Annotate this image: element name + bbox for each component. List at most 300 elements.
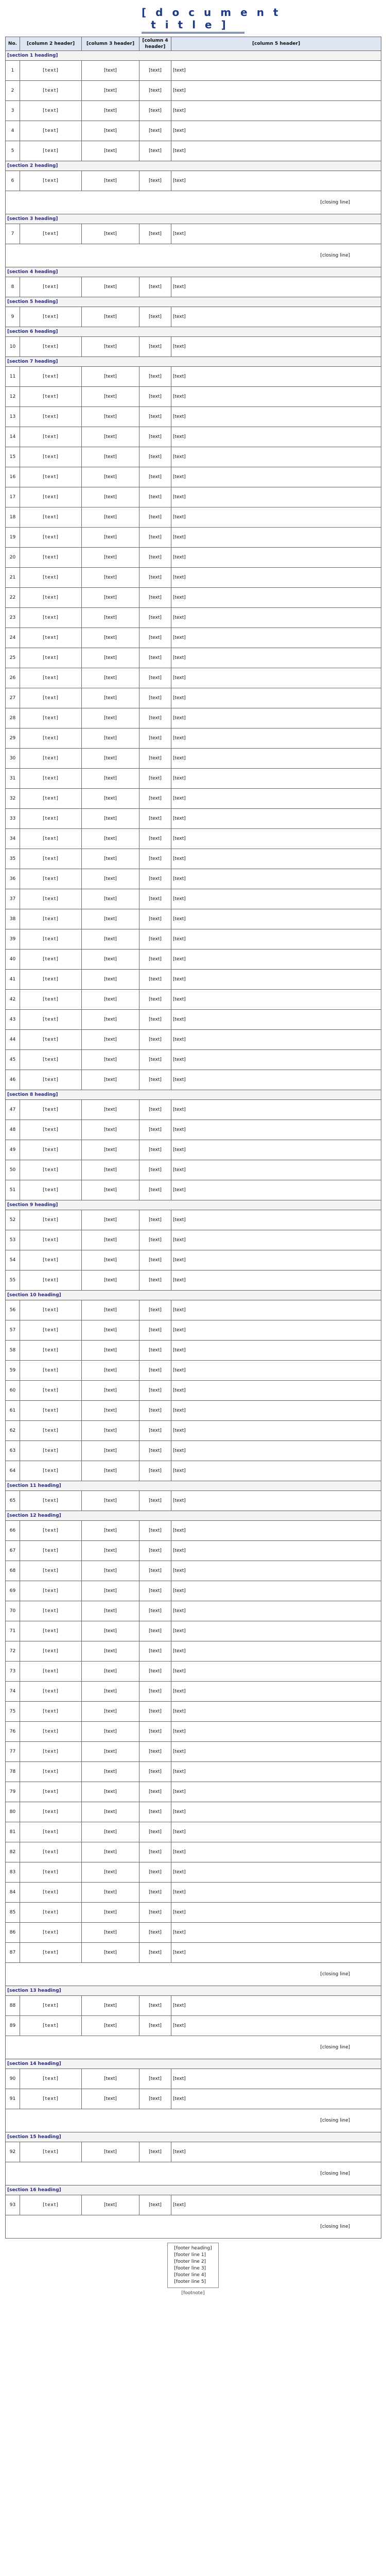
section-heading-row [6,1090,381,1100]
row-name: [text] [139,809,171,829]
row-name: [text] [139,990,171,1010]
row-number: 43 [6,1010,20,1030]
row-org: [text] [20,1842,82,1862]
row-number: 2 [6,81,20,101]
row-org: [text] [20,1521,82,1541]
row-name: [text] [139,1491,171,1511]
section-heading-row [6,2059,381,2069]
row-note: [text] [171,2142,381,2162]
row-rank: [text] [82,829,139,849]
row-number: 33 [6,809,20,829]
table-row [6,1742,381,1762]
row-rank: [text] [82,487,139,507]
row-note: [text] [171,1140,381,1160]
row-note: [text] [171,1270,381,1291]
row-note: [text] [171,769,381,789]
row-note: [text] [171,224,381,244]
row-number: 9 [6,307,20,327]
row-number: 69 [6,1581,20,1601]
row-note: [text] [171,628,381,648]
table-row [6,970,381,990]
table-row [6,2089,381,2109]
row-note: [text] [171,1702,381,1722]
row-name: [text] [139,708,171,728]
section-heading: [section 9 heading] [6,1200,381,1210]
row-org: [text] [20,1782,82,1802]
row-org: [text] [20,427,82,447]
table-row [6,769,381,789]
row-name: [text] [139,81,171,101]
row-note: [text] [171,668,381,688]
table-row [6,1441,381,1461]
row-name: [text] [139,1923,171,1943]
row-org: [text] [20,1180,82,1200]
row-rank: [text] [82,769,139,789]
row-note: [text] [171,648,381,668]
table-row [6,1230,381,1250]
row-name: [text] [139,648,171,668]
row-org: [text] [20,1441,82,1461]
row-note: [text] [171,387,381,407]
row-org: [text] [20,277,82,297]
row-name: [text] [139,1782,171,1802]
table-row [6,1140,381,1160]
row-number: 66 [6,1521,20,1541]
row-number: 46 [6,1070,20,1090]
section-heading-row [6,2132,381,2142]
section-heading-row [6,1291,381,1300]
document-title: [document title] [142,6,244,33]
row-note: [text] [171,427,381,447]
row-org: [text] [20,1010,82,1030]
row-number: 73 [6,1662,20,1682]
row-name: [text] [139,1461,171,1481]
row-org: [text] [20,171,82,191]
row-rank: [text] [82,1802,139,1822]
row-org: [text] [20,528,82,548]
row-org: [text] [20,141,82,161]
row-note: [text] [171,1180,381,1200]
row-name: [text] [139,1742,171,1762]
row-org: [text] [20,749,82,769]
row-name: [text] [139,1300,171,1320]
row-note: [text] [171,588,381,608]
row-number: 83 [6,1862,20,1883]
row-org: [text] [20,869,82,889]
row-org: [text] [20,121,82,141]
table-row [6,447,381,467]
row-number: 10 [6,337,20,357]
table-row [6,708,381,728]
row-note: [text] [171,171,381,191]
row-note: [text] [171,1361,381,1381]
section-heading: [section 3 heading] [6,214,381,224]
row-note: [text] [171,869,381,889]
row-number: 85 [6,1903,20,1923]
row-note: [text] [171,950,381,970]
row-name: [text] [139,407,171,427]
section-heading-row [6,2185,381,2195]
row-number: 45 [6,1050,20,1070]
row-rank: [text] [82,171,139,191]
row-rank: [text] [82,447,139,467]
row-note: [text] [171,1601,381,1621]
row-org: [text] [20,1210,82,1230]
row-number: 25 [6,648,20,668]
row-name: [text] [139,1943,171,1963]
table-row [6,1923,381,1943]
row-number: 88 [6,1996,20,2016]
row-rank: [text] [82,81,139,101]
row-name: [text] [139,668,171,688]
row-number: 13 [6,407,20,427]
table-row [6,1996,381,2016]
row-name: [text] [139,121,171,141]
row-rank: [text] [82,1742,139,1762]
row-name: [text] [139,507,171,528]
table-row [6,548,381,568]
row-note: [text] [171,407,381,427]
row-note: [text] [171,277,381,297]
row-note: [text] [171,889,381,909]
row-name: [text] [139,1180,171,1200]
row-org: [text] [20,1381,82,1401]
row-note: [text] [171,1250,381,1270]
row-rank: [text] [82,1822,139,1842]
row-number: 49 [6,1140,20,1160]
row-note: [text] [171,507,381,528]
row-number: 67 [6,1541,20,1561]
row-name: [text] [139,1641,171,1662]
row-note: [text] [171,970,381,990]
row-number: 6 [6,171,20,191]
table-row [6,829,381,849]
table-row [6,1762,381,1782]
row-rank: [text] [82,1461,139,1481]
table-row [6,1320,381,1341]
section-heading: [section 15 heading] [6,2132,381,2142]
row-note: [text] [171,367,381,387]
row-rank: [text] [82,1180,139,1200]
row-name: [text] [139,427,171,447]
row-rank: [text] [82,427,139,447]
column-header-4: [column 4 header] [139,37,171,51]
row-name: [text] [139,1341,171,1361]
row-number: 1 [6,61,20,81]
table-row [6,507,381,528]
row-number: 11 [6,367,20,387]
row-number: 5 [6,141,20,161]
row-note: [text] [171,1320,381,1341]
table-row [6,1822,381,1842]
row-note: [text] [171,1742,381,1762]
table-row [6,1883,381,1903]
row-org: [text] [20,1996,82,2016]
row-number: 75 [6,1702,20,1722]
row-rank: [text] [82,1923,139,1943]
table-row [6,1361,381,1381]
table-row [6,568,381,588]
row-rank: [text] [82,608,139,628]
table-row [6,1461,381,1481]
row-name: [text] [139,277,171,297]
row-name: [text] [139,1230,171,1250]
roster-body [6,51,381,2239]
row-name: [text] [139,2069,171,2089]
row-org: [text] [20,1822,82,1842]
row-rank: [text] [82,277,139,297]
table-row [6,1601,381,1621]
row-number: 84 [6,1883,20,1903]
row-note: [text] [171,929,381,950]
table-row [6,1421,381,1441]
table-row [6,121,381,141]
footer-heading: [footer heading] [174,2246,212,2251]
row-rank: [text] [82,909,139,929]
row-name: [text] [139,1160,171,1180]
row-org: [text] [20,1702,82,1722]
section-heading: [section 10 heading] [6,1291,381,1300]
row-org: [text] [20,849,82,869]
section-heading-row [6,161,381,171]
table-row [6,749,381,769]
row-note: [text] [171,337,381,357]
row-number: 60 [6,1381,20,1401]
row-note: [text] [171,1923,381,1943]
row-rank: [text] [82,307,139,327]
section-heading-row [6,214,381,224]
row-org: [text] [20,407,82,427]
table-row [6,789,381,809]
row-name: [text] [139,1862,171,1883]
row-note: [text] [171,141,381,161]
row-name: [text] [139,829,171,849]
table-row [6,648,381,668]
row-org: [text] [20,1230,82,1250]
row-rank: [text] [82,1702,139,1722]
footer-contact-box [167,2243,218,2288]
column-header-5: [column 5 header] [171,37,381,51]
row-name: [text] [139,1361,171,1381]
row-name: [text] [139,367,171,387]
row-name: [text] [139,1541,171,1561]
section-heading-row [6,267,381,277]
row-note: [text] [171,1421,381,1441]
row-number: 89 [6,2016,20,2036]
row-org: [text] [20,1341,82,1361]
row-rank: [text] [82,1682,139,1702]
row-number: 42 [6,990,20,1010]
row-rank: [text] [82,548,139,568]
table-row [6,1050,381,1070]
row-number: 81 [6,1822,20,1842]
row-note: [text] [171,447,381,467]
section-heading-row [6,297,381,307]
row-org: [text] [20,1641,82,1662]
row-rank: [text] [82,1662,139,1682]
row-rank: [text] [82,1722,139,1742]
row-name: [text] [139,1521,171,1541]
row-rank: [text] [82,1270,139,1291]
row-org: [text] [20,337,82,357]
table-row [6,407,381,427]
row-rank: [text] [82,970,139,990]
row-org: [text] [20,101,82,121]
table-row [6,528,381,548]
row-number: 63 [6,1441,20,1461]
row-name: [text] [139,1822,171,1842]
section-closing: [closing line] [6,2036,381,2059]
row-rank: [text] [82,568,139,588]
row-name: [text] [139,628,171,648]
row-org: [text] [20,809,82,829]
row-number: 23 [6,608,20,628]
table-row [6,1722,381,1742]
table-row [6,1702,381,1722]
row-note: [text] [171,1461,381,1481]
table-row [6,467,381,487]
row-org: [text] [20,1100,82,1120]
row-name: [text] [139,688,171,708]
row-note: [text] [171,1050,381,1070]
row-rank: [text] [82,648,139,668]
section-heading-row [6,51,381,61]
row-rank: [text] [82,1521,139,1541]
row-rank: [text] [82,1230,139,1250]
row-rank: [text] [82,1996,139,2016]
row-number: 78 [6,1762,20,1782]
row-number: 70 [6,1601,20,1621]
row-note: [text] [171,1030,381,1050]
row-note: [text] [171,1802,381,1822]
row-rank: [text] [82,628,139,648]
row-name: [text] [139,224,171,244]
section-heading: [section 7 heading] [6,357,381,367]
row-number: 41 [6,970,20,990]
row-org: [text] [20,2195,82,2215]
row-note: [text] [171,1401,381,1421]
row-rank: [text] [82,688,139,708]
row-rank: [text] [82,1381,139,1401]
row-org: [text] [20,447,82,467]
row-org: [text] [20,1903,82,1923]
row-name: [text] [139,1883,171,1903]
row-org: [text] [20,1662,82,1682]
row-note: [text] [171,101,381,121]
footer-line: [footer line 5] [174,2279,206,2284]
row-note: [text] [171,81,381,101]
table-row [6,929,381,950]
row-name: [text] [139,869,171,889]
section-closing-row [6,2215,381,2239]
section-heading: [section 14 heading] [6,2059,381,2069]
row-name: [text] [139,909,171,929]
row-name: [text] [139,1621,171,1641]
column-header-number: No. [6,37,20,51]
row-name: [text] [139,1682,171,1702]
section-closing-row [6,2162,381,2185]
row-number: 31 [6,769,20,789]
row-name: [text] [139,749,171,769]
row-name: [text] [139,1050,171,1070]
row-number: 4 [6,121,20,141]
table-row [6,728,381,749]
row-org: [text] [20,568,82,588]
row-org: [text] [20,990,82,1010]
row-number: 92 [6,2142,20,2162]
row-note: [text] [171,61,381,81]
row-rank: [text] [82,2195,139,2215]
section-heading-row [6,1481,381,1491]
row-name: [text] [139,447,171,467]
table-row [6,387,381,407]
row-rank: [text] [82,2016,139,2036]
row-number: 30 [6,749,20,769]
row-rank: [text] [82,1541,139,1561]
row-note: [text] [171,608,381,628]
row-org: [text] [20,1581,82,1601]
row-rank: [text] [82,1842,139,1862]
table-row [6,950,381,970]
row-note: [text] [171,548,381,568]
row-org: [text] [20,2142,82,2162]
table-row [6,1561,381,1581]
row-name: [text] [139,2142,171,2162]
row-org: [text] [20,1361,82,1381]
table-row [6,1491,381,1511]
row-number: 82 [6,1842,20,1862]
row-name: [text] [139,568,171,588]
table-row [6,2016,381,2036]
row-note: [text] [171,1070,381,1090]
row-note: [text] [171,1903,381,1923]
row-rank: [text] [82,1210,139,1230]
row-rank: [text] [82,1010,139,1030]
row-number: 62 [6,1421,20,1441]
table-row [6,990,381,1010]
document-page [5,0,381,2297]
row-rank: [text] [82,1361,139,1381]
row-rank: [text] [82,1100,139,1120]
row-org: [text] [20,728,82,749]
row-number: 61 [6,1401,20,1421]
row-org: [text] [20,61,82,81]
table-row [6,1180,381,1200]
row-name: [text] [139,1722,171,1742]
row-note: [text] [171,1160,381,1180]
row-org: [text] [20,970,82,990]
row-rank: [text] [82,1903,139,1923]
section-closing-row [6,244,381,267]
row-name: [text] [139,889,171,909]
footer-line: [footer line 1] [174,2252,206,2258]
table-row [6,1270,381,1291]
row-name: [text] [139,2016,171,2036]
row-org: [text] [20,1401,82,1421]
row-name: [text] [139,1996,171,2016]
column-header-2: [column 2 header] [20,37,82,51]
row-number: 64 [6,1461,20,1481]
row-number: 93 [6,2195,20,2215]
row-rank: [text] [82,668,139,688]
row-name: [text] [139,1100,171,1120]
section-closing: [closing line] [6,2215,381,2239]
section-closing: [closing line] [6,2109,381,2132]
table-row [6,1521,381,1541]
row-name: [text] [139,141,171,161]
row-org: [text] [20,2089,82,2109]
row-org: [text] [20,628,82,648]
